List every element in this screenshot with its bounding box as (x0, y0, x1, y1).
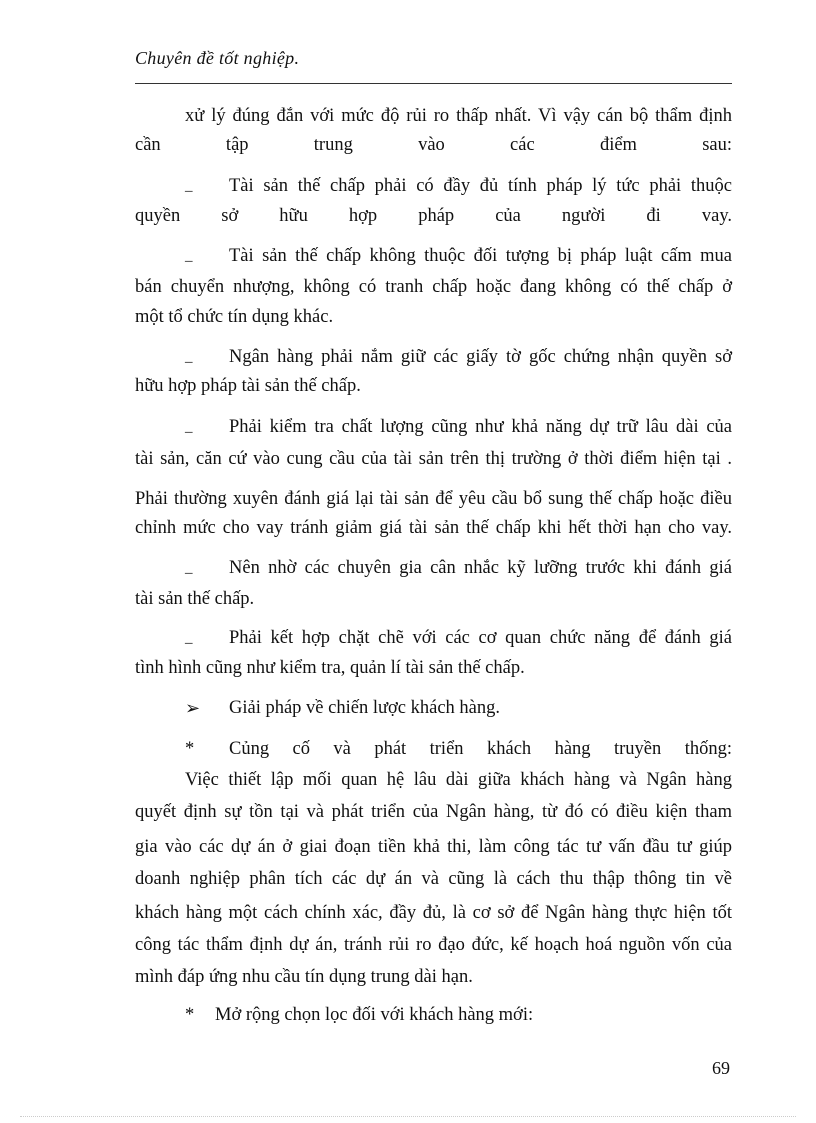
bullet-continuation-line: tài sản, căn cứ vào cung cầu của tài sản trên thị trường ở thời điểm hiện tại . (135, 449, 732, 469)
subheading-text: Mở rộng chọn lọc đối với khách hàng mới: (215, 1005, 534, 1025)
bullet-text: Tài sản thế chấp phải có đầy đủ tính pháp lý tức phải thuộc (229, 176, 732, 196)
paragraph-line: doanh nghiệp phân tích các dự án và cũng là cách thu thập thông tin về (135, 869, 732, 889)
bullet-text: Ngân hàng phải nắm giữ các giấy tờ gốc chứng nhận quyền sở (229, 347, 732, 367)
bullet-continuation-line: Phải thường xuyên đánh giá lại tài sản để yêu cầu bổ sung thế chấp hoặc điều (135, 489, 732, 509)
arrow-bullet-icon: ➢ (185, 698, 201, 718)
dash-bullet-icon: _ (185, 419, 193, 435)
bullet-item (135, 173, 732, 199)
star-bullet-icon: * (185, 739, 195, 759)
section-heading-text: Giải pháp về chiến lược khách hàng. (229, 698, 501, 718)
page-header-title: Chuyên đề tốt nghiệp. (135, 48, 300, 68)
bullet-item (135, 555, 732, 581)
bullet-text: Nên nhờ các chuyên gia cân nhắc kỹ lưỡng trước khi đánh giá (229, 558, 732, 578)
subheading-text: Củng cố và phát triển khách hàng truyền thống: (229, 739, 732, 759)
bullet-item (135, 625, 732, 651)
dash-bullet-icon: _ (185, 630, 193, 646)
bullet-item (135, 344, 732, 370)
bullet-continuation-line: tình hình cũng như kiểm tra, quản lí tài sản thế chấp. (135, 658, 525, 678)
bullet-text: Phải kiểm tra chất lượng cũng như khả năng dự trữ lâu dài của (229, 417, 732, 437)
bullet-item (135, 414, 732, 440)
bullet-continuation-line: một tổ chức tín dụng khác. (135, 307, 334, 327)
bullet-continuation-line: hữu hợp pháp tài sản thế chấp. (135, 376, 361, 396)
subheading-item (135, 1002, 732, 1028)
bullet-item (135, 243, 732, 269)
page-number: 69 (712, 1058, 730, 1078)
section-heading (135, 695, 732, 721)
bullet-continuation-line: quyền sở hữu hợp pháp của người đi vay. (135, 206, 732, 226)
paragraph-line: mình đáp ứng nhu cầu tín dụng trung dài hạn. (135, 967, 473, 987)
bullet-continuation-line: bán chuyển nhượng, không có tranh chấp hoặc đang không có thế chấp ở (135, 277, 732, 297)
bullet-text: Tài sản thế chấp không thuộc đối tượng bị pháp luật cấm mua (229, 246, 732, 266)
star-bullet-icon: * (185, 1005, 195, 1025)
subheading-item (135, 736, 732, 762)
bullet-continuation-line: chỉnh mức cho vay tránh giảm giá tài sản thế chấp khi hết thời hạn cho vay. (135, 518, 732, 538)
paragraph-line: công tác thẩm định dự án, tránh rủi ro đạo đức, kế hoạch hoá nguồn vốn của (135, 935, 732, 955)
footer-divider (20, 1116, 796, 1117)
bullet-continuation-line: tài sản thế chấp. (135, 589, 255, 609)
dash-bullet-icon: _ (185, 178, 193, 194)
paragraph-line: Việc thiết lập mối quan hệ lâu dài giữa khách hàng và Ngân hàng (185, 770, 732, 790)
paragraph-line: gia vào các dự án ở giai đoạn tiền khả thi, làm công tác tư vấn đầu tư giúp (135, 837, 732, 857)
paragraph-line: quyết định sự tồn tại và phát triển của Ngân hàng, từ đó có điều kiện tham (135, 802, 732, 822)
paragraph-line: xử lý đúng đắn với mức độ rủi ro thấp nhất. Vì vậy cán bộ thẩm định (185, 106, 732, 126)
dash-bullet-icon: _ (185, 248, 193, 264)
dash-bullet-icon: _ (185, 349, 193, 365)
bullet-text: Phải kết hợp chặt chẽ với các cơ quan chức năng để đánh giá (229, 628, 732, 648)
paragraph-line: khách hàng một cách chính xác, đầy đủ, là cơ sở để Ngân hàng thực hiện tốt (135, 903, 732, 923)
paragraph-line: cần tập trung vào các điểm sau: (135, 135, 732, 155)
dash-bullet-icon: _ (185, 560, 193, 576)
